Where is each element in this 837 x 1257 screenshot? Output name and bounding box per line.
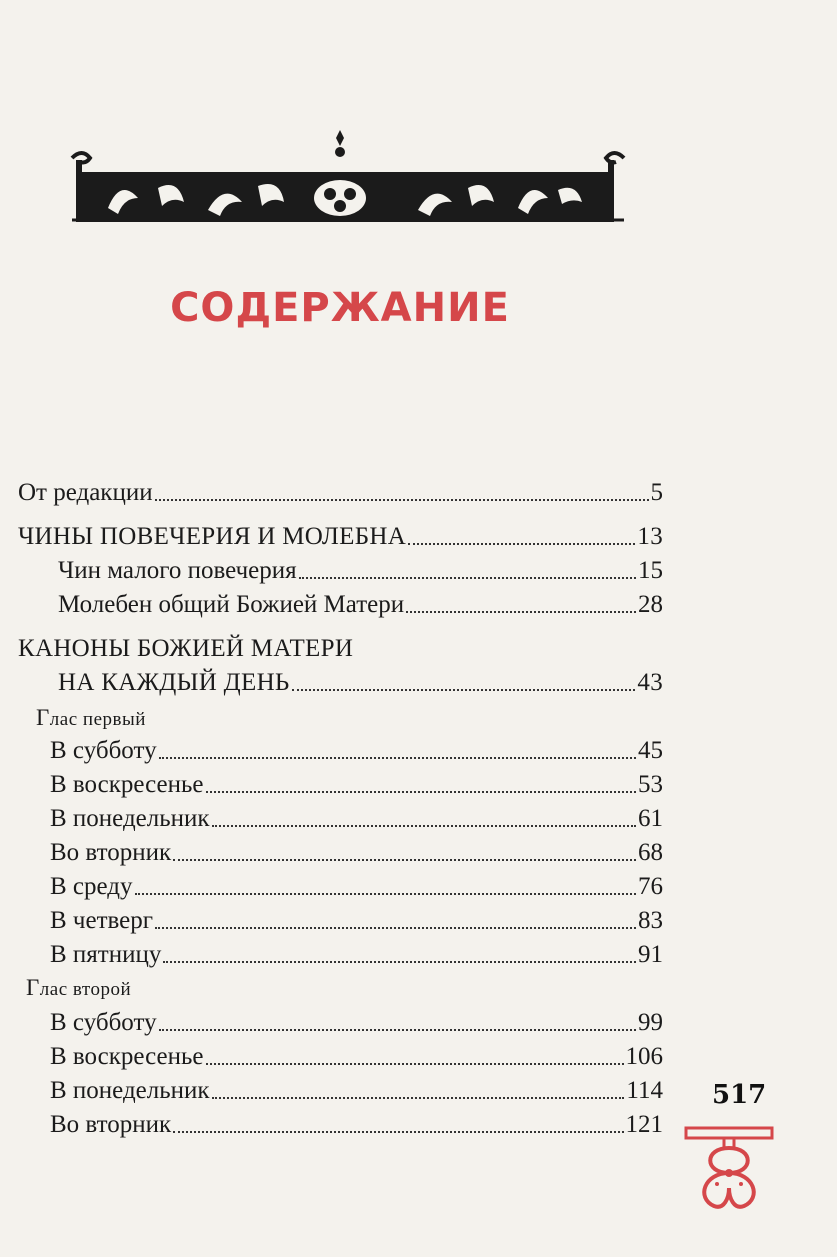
toc-entry-page: 43 [637,669,663,696]
toc-entry[interactable] [58,590,663,620]
dot-leader [292,688,636,691]
toc-entry[interactable] [50,770,663,800]
toc-entry-page: 68 [638,839,663,866]
toc-entry-label: Во вторник [50,1111,172,1138]
toc-entry-page: 106 [625,1043,663,1070]
toc-entry-label: В четверг [50,907,154,934]
toc-entry[interactable] [50,838,663,868]
toc-entry-page: 13 [637,523,663,550]
section-header: Глас второй [26,975,132,1000]
toc-entry-label: Во вторник [50,839,172,866]
toc-entry-page: 83 [638,907,663,934]
toc-entry-label: В понедельник [50,1077,210,1104]
toc-entry-label: В понедельник [50,805,210,832]
dot-leader [173,1130,623,1133]
dot-leader [155,498,649,501]
dot-leader [159,756,636,759]
toc-entry[interactable] [18,522,663,552]
dot-leader [206,1062,624,1065]
toc-entry-page: 91 [638,941,663,968]
toc-entry-label: В среду [50,873,133,900]
section-header: Глас первый [36,705,146,730]
toc-entry-label: НА КАЖДЫЙ ДЕНЬ [58,669,290,696]
dot-leader [173,858,636,861]
toc-entry-page: 53 [638,771,663,798]
knot-ornament-icon [684,1118,774,1218]
dot-leader [212,1096,625,1099]
toc-entry[interactable] [58,668,663,698]
toc-entry-label: В пятницу [50,941,162,968]
dot-leader [206,790,636,793]
toc-entry[interactable] [50,736,663,766]
toc-entry-label-line1: КАНОНЫ БОЖИЕЙ МАТЕРИ [18,635,354,662]
toc-entry-label: Чин малого повечерия [58,557,297,584]
dot-leader [212,824,636,827]
toc-entry[interactable] [50,804,663,834]
toc-entry-page: 76 [638,873,663,900]
dot-leader [155,926,636,929]
page-title: СОДЕРЖАНИЕ [170,285,510,331]
toc-entry[interactable] [50,906,663,936]
toc-entry-page: 45 [638,737,663,764]
ornamental-headpiece [68,128,628,240]
toc-entry-label: В субботу [50,1009,157,1036]
toc-entry[interactable] [50,1076,663,1106]
toc-entry[interactable] [50,940,663,970]
dot-leader [408,542,635,545]
toc-entry[interactable] [58,556,663,586]
toc-entry-label: В воскресенье [50,1043,204,1070]
toc-entry[interactable] [50,1008,663,1038]
toc-entry[interactable] [18,478,663,508]
toc-entry-label: В субботу [50,737,157,764]
dot-leader [135,892,636,895]
toc-entry[interactable] [50,1042,663,1072]
dot-leader [299,576,636,579]
toc-entry-page: 114 [626,1077,663,1104]
toc-entry[interactable] [50,872,663,902]
dot-leader [406,610,636,613]
toc-entry-page: 28 [638,591,663,618]
toc-entry-label: От редакции [18,479,153,506]
dot-leader [159,1028,636,1031]
toc-entry-label: В воскресенье [50,771,204,798]
toc-entry-page: 121 [625,1111,663,1138]
toc-entry-page: 99 [638,1009,663,1036]
toc-entry-page: 5 [650,479,663,506]
page-number: 517 [712,1080,767,1110]
toc-entry-label: ЧИНЫ ПОВЕЧЕРИЯ И МОЛЕБНА [18,523,407,550]
toc-entry-page: 61 [638,805,663,832]
toc-entry[interactable] [50,1110,663,1140]
dot-leader [163,960,636,963]
toc-entry-page: 15 [638,557,663,584]
toc-entry-label: Молебен общий Божией Матери [58,591,405,618]
